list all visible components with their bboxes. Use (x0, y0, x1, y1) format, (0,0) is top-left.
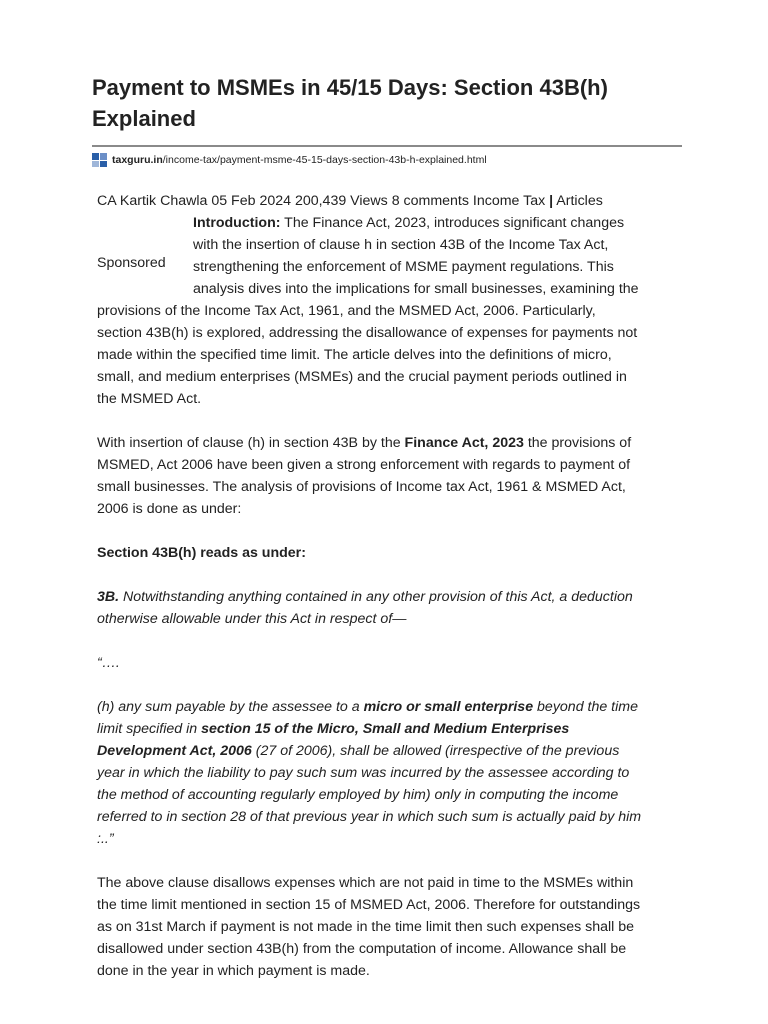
meta-category: Articles (553, 193, 603, 209)
article-title (92, 72, 682, 134)
para-line: The above clause disallows expenses which are not paid in time to the MSMEs within (97, 875, 634, 891)
para-line: MSMED, Act 2006 have been given a strong enforcement with regards to payment of (97, 457, 631, 473)
source-path: /income-tax/payment-msme-45-15-days-section-43b-h-explained.html (162, 154, 487, 166)
para-line: done in the year in which payment is made. (97, 963, 370, 979)
quote-line: the method of accounting regularly employed by him) only in computing the income (97, 787, 619, 803)
quote-line: referred to in section 28 of that previous year in which such sum is actually paid by him (97, 809, 642, 825)
quote-text: beyond the time (533, 699, 638, 715)
sponsored-label: Sponsored (97, 255, 166, 271)
finance-act-bold: Finance Act, 2023 (404, 435, 524, 451)
quote-text: (h) any sum payable by the assessee to a (97, 699, 364, 715)
intro-line: analysis dives into the implications for small businesses, examining the (193, 281, 639, 297)
title-line-1: Payment to MSMEs in 45/15 Days: Section 43B(h) (92, 75, 608, 100)
intro-text: The Finance Act, 2023, introduces significant changes (280, 215, 625, 231)
section-heading: Section 43B(h) reads as under: (97, 545, 306, 561)
taxguru-site-icon (92, 152, 108, 168)
quote-bold: section 15 of the Micro, Small and Medium Enterprises (201, 721, 570, 737)
quote-clause-h (97, 696, 687, 850)
para-line: small businesses. The analysis of provisions of Income tax Act, 1961 & MSMED Act, (97, 479, 626, 495)
clause-number: 3B. (97, 589, 120, 605)
introduction (97, 212, 687, 410)
para-line: as on 31st March if payment is not made in the time limit then such expenses shall be (97, 919, 635, 935)
intro-heading: Introduction: (193, 215, 281, 231)
quote-line: year in which the liability to pay such sum was incurred by the assessee according to (97, 765, 630, 781)
intro-line: section 43B(h) is explored, addressing the disallowance of expenses for payments not (97, 325, 638, 341)
article-header (92, 72, 682, 168)
quote-ellipsis: “…. (97, 655, 120, 671)
para-text: With insertion of clause (h) in section 43B by the (97, 435, 405, 451)
article-meta (97, 190, 687, 212)
source-link[interactable] (92, 152, 682, 168)
quote-bold: micro or small enterprise (363, 699, 534, 715)
quote-bold: Development Act, 2006 (97, 743, 252, 759)
quote-text: (27 of 2006), shall be allowed (irrespective of the previous (251, 743, 620, 759)
intro-line: provisions of the Income Tax Act, 1961, and the MSMED Act, 2006. Particularly, (97, 303, 596, 319)
intro-line: with the insertion of clause h in section 43B of the Income Tax Act, (193, 237, 609, 253)
para-line: the time limit mentioned in section 15 of MSMED Act, 2006. Therefore for outstandings (97, 897, 641, 913)
paragraph-finance-act (97, 432, 687, 520)
para-line: 2006 is done as under: (97, 501, 242, 517)
meta-text: CA Kartik Chawla 05 Feb 2024 200,439 Views 8 comments Income Tax (97, 193, 550, 209)
title-divider (92, 145, 682, 147)
para-text: the provisions of (523, 435, 632, 451)
quote-line: otherwise allowable under this Act in respect of— (97, 611, 407, 627)
article-body (97, 190, 687, 982)
intro-line: the MSMED Act. (97, 391, 202, 407)
quote-clause-3b (97, 586, 687, 630)
meta-separator: | (549, 193, 554, 209)
intro-line: strengthening the enforcement of MSME payment regulations. This (193, 259, 614, 275)
source-domain: taxguru.in (112, 154, 163, 166)
quote-text: limit specified in (97, 721, 202, 737)
intro-line: small, and medium enterprises (MSMEs) and the crucial payment periods outlined in (97, 369, 627, 385)
title-line-2: Explained (92, 106, 196, 131)
intro-line: made within the specified time limit. The article delves into the definitions of micro, (97, 347, 612, 363)
para-line: disallowed under section 43B(h) from the computation of income. Allowance shall be (97, 941, 627, 957)
quote-text: Notwithstanding anything contained in any other provision of this Act, a deduction (119, 589, 633, 605)
paragraph-disallowance (97, 872, 687, 982)
quote-line: :..” (97, 831, 114, 847)
